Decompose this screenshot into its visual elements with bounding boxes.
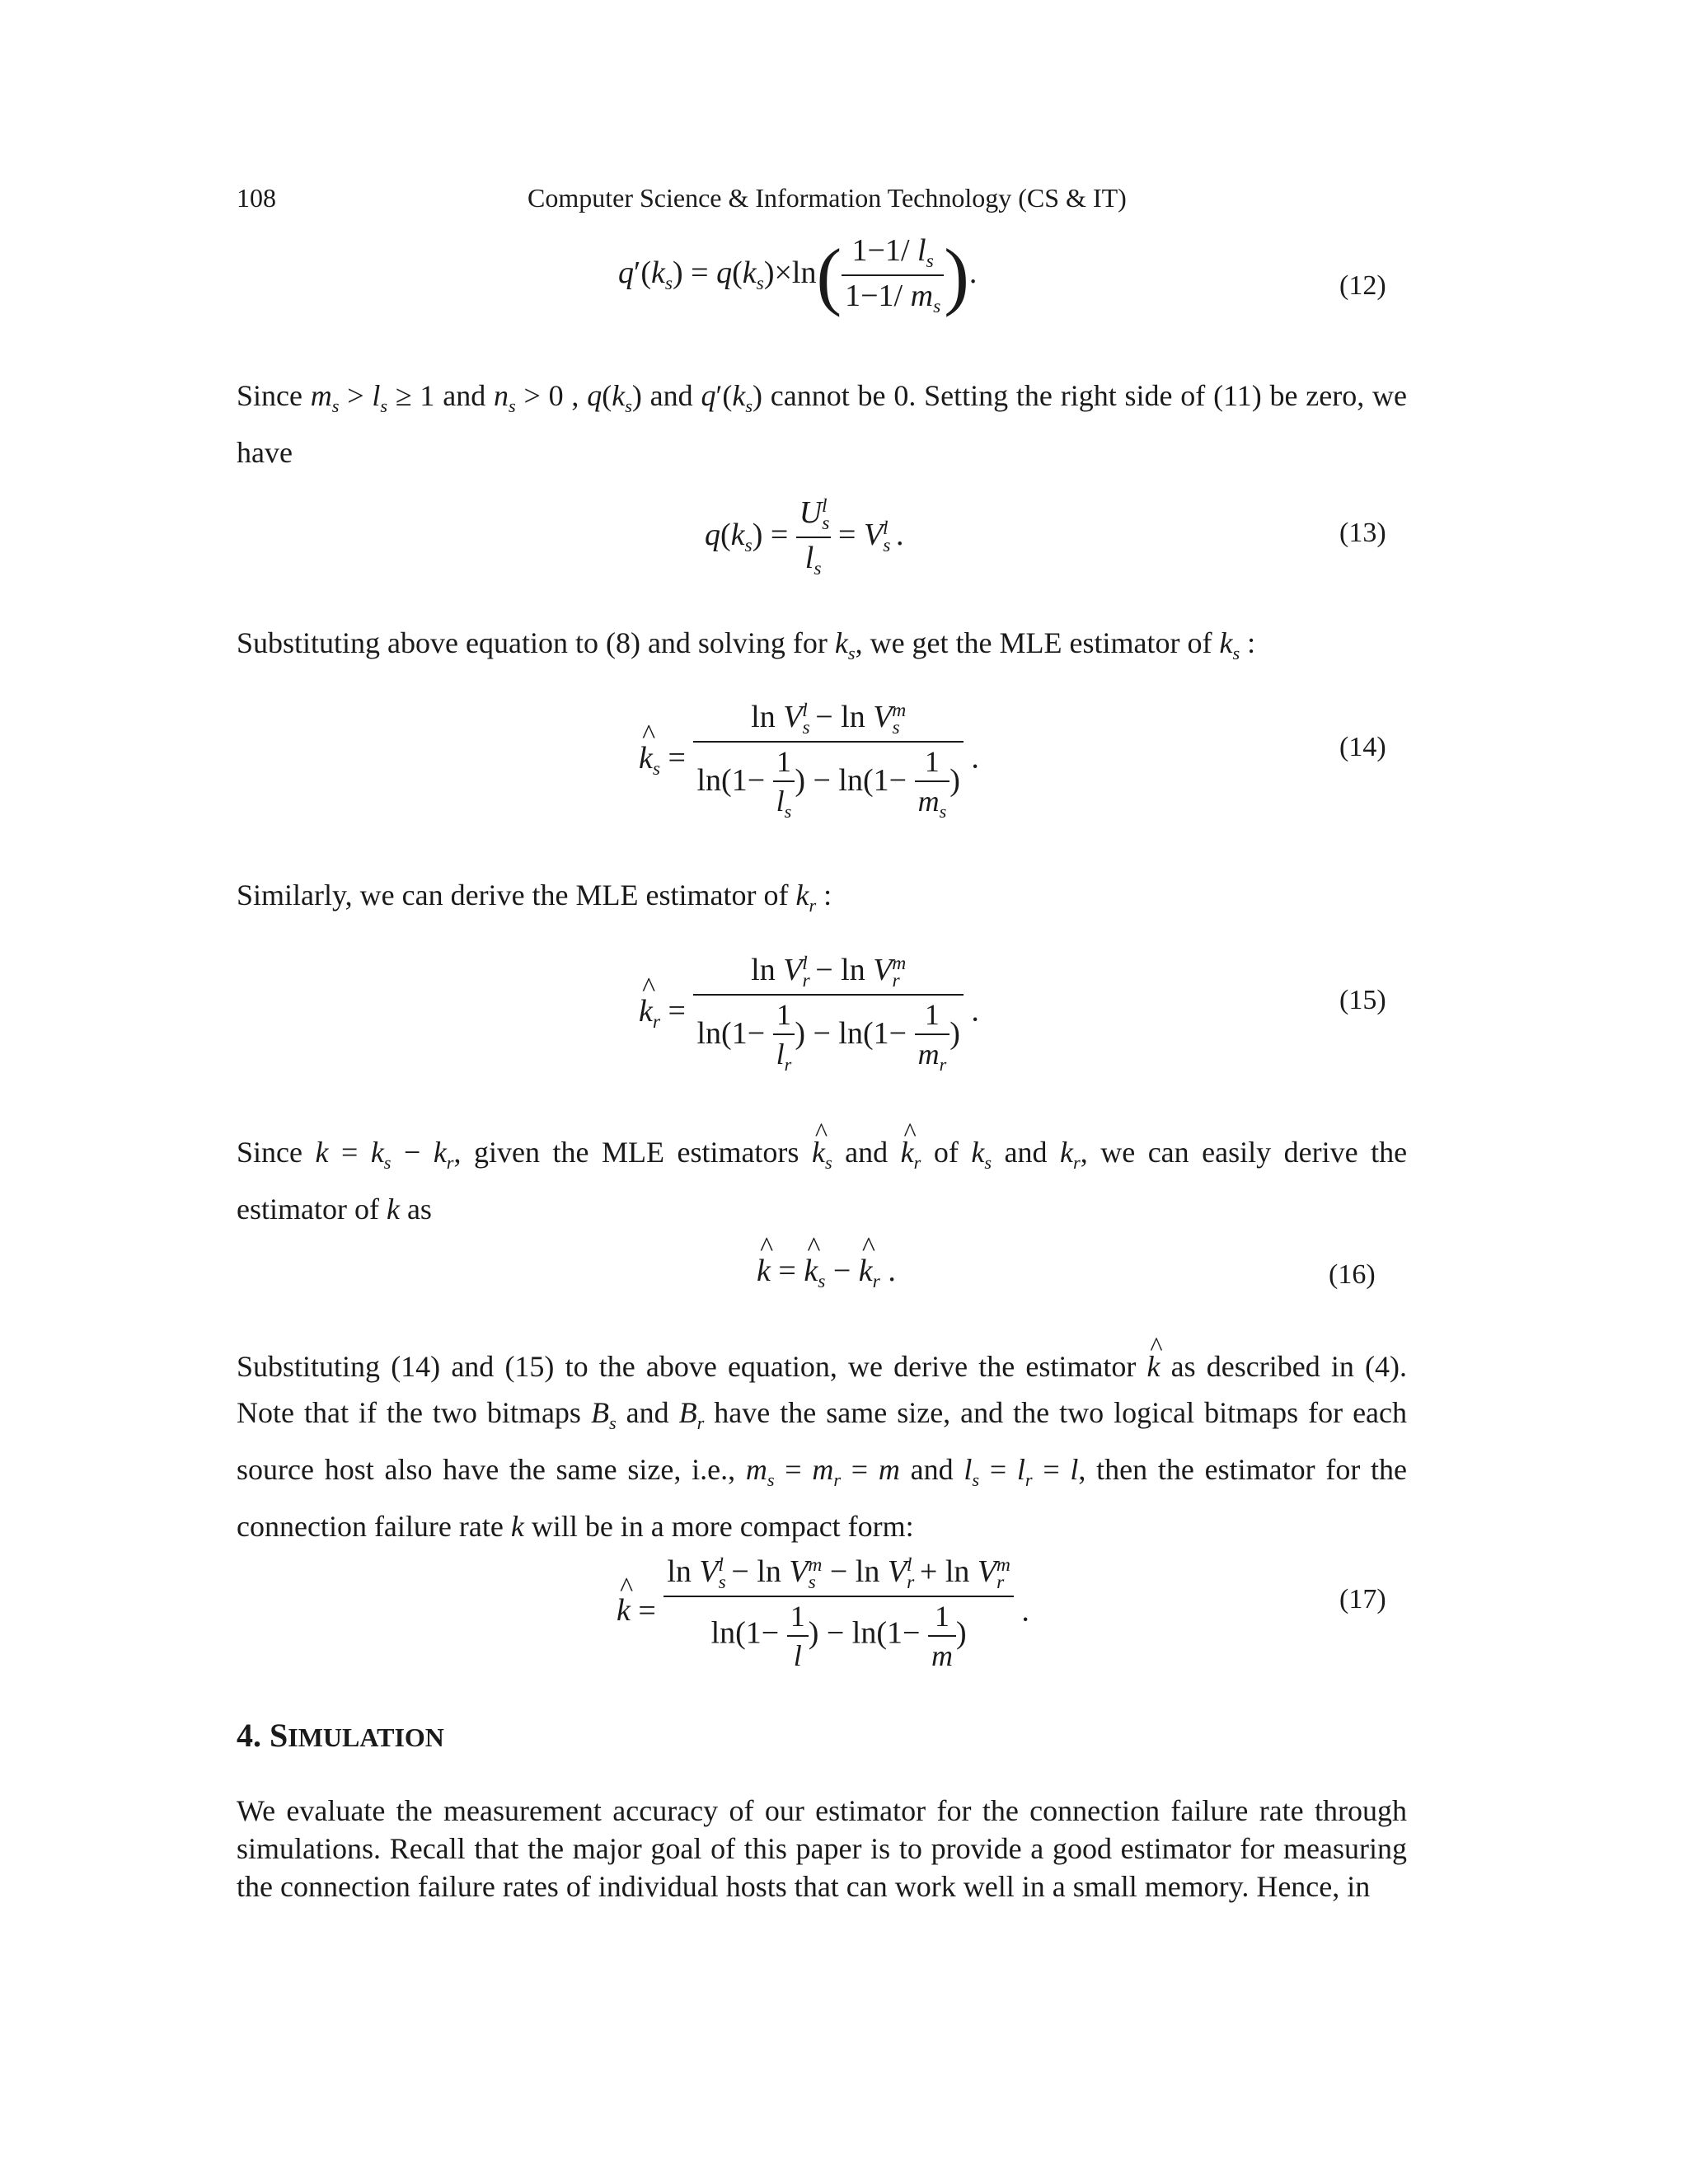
equation-12: $q'(k_s) = q(k_s)\times\ln$( $\frac{1-1/ l_s}{1-1/ m_s}$ ). xyxy=(618,233,978,318)
running-header: Computer Science & Information Technology (CS & IT) xyxy=(528,183,1127,213)
equation-15: ^ $k_r$ = $\ln V_r^l - \ln V_r^m$ ln(1− $\frac{1}{l_r}$ ) − ln(1− $\frac{1}{m_r}$ ) . xyxy=(639,952,979,1076)
paragraph-substituting-14-15: Substituting (14) and (15) to the above equation, we derive the estimator ^ k as described in (4). Note that if the two bitmaps $B_s$ and $B_r$ have the same size, and the two logical bitmaps for each source host also have the same size, i.e., $m_s = m_r = m$ and $l_s = l_r = l$, then the estimator for the connection failure rate k will be in a more compact form: xyxy=(237,1343,1407,1549)
equation-number-12: (12) xyxy=(1339,270,1386,301)
section-heading: 4. SIMULATION xyxy=(237,1717,444,1754)
paragraph-simulation: We evaluate the measurement accuracy of our estimator for the connection failure rate through simulations. Recall that the major goal of this paper is to provide a good estimator for measuring the connection failure rates of individual hosts that can work well in a small memory. Hence, in xyxy=(237,1794,1407,1903)
paragraph-similarly: Similarly, we can derive the MLE estimator of $k_r$ : xyxy=(237,879,832,916)
equation-number-13: (13) xyxy=(1339,518,1386,548)
paragraph-substituting: Substituting above equation to (8) and solving for $k_s$, we get the MLE estimator of $k_s$ : xyxy=(237,626,1256,663)
equation-number-17: (17) xyxy=(1339,1584,1386,1615)
equation-17: ^ k = $\ln V_s^l - \ln V_s^m - \ln V_r^l + \ln V_r^m$ ln(1− $\frac{1}{l}$ ) − ln(1− $\frac{1}{m}$ ) . xyxy=(617,1554,1029,1673)
equation-number-14: (14) xyxy=(1339,732,1386,762)
paragraph-since: Since $m_s > l_s \ge 1$ and $n_s > 0$ , $q(k_s)$ and $q'(k_s)$ cannot be 0. Setting the right side of (11) be zero, we have xyxy=(237,379,1407,469)
equation-number-16: (16) xyxy=(1329,1259,1376,1290)
paragraph-since-k: Since $k = k_s - k_r$, given the MLE estimators ^ $k_s$ and ^ $k_r$ of $k_s$ and $k_r$, we can easily derive the estimator of k as xyxy=(237,1129,1407,1232)
equation-16: ^ k = ^ $k_s$ − ^ $k_r$ . xyxy=(757,1253,896,1293)
equation-number-15: (15) xyxy=(1339,985,1386,1015)
equation-13: $q(k_s)$ = $\frac{U_s^l}{l_s}$ = $V_s^l$ . xyxy=(705,495,904,580)
equation-14: ^ $k_s$ = $\ln V_s^l - \ln V_s^m$ ln(1− $\frac{1}{l_s}$ ) − ln(1− $\frac{1}{m_s}$ ) . xyxy=(639,699,979,823)
page-number: 108 xyxy=(237,183,276,213)
